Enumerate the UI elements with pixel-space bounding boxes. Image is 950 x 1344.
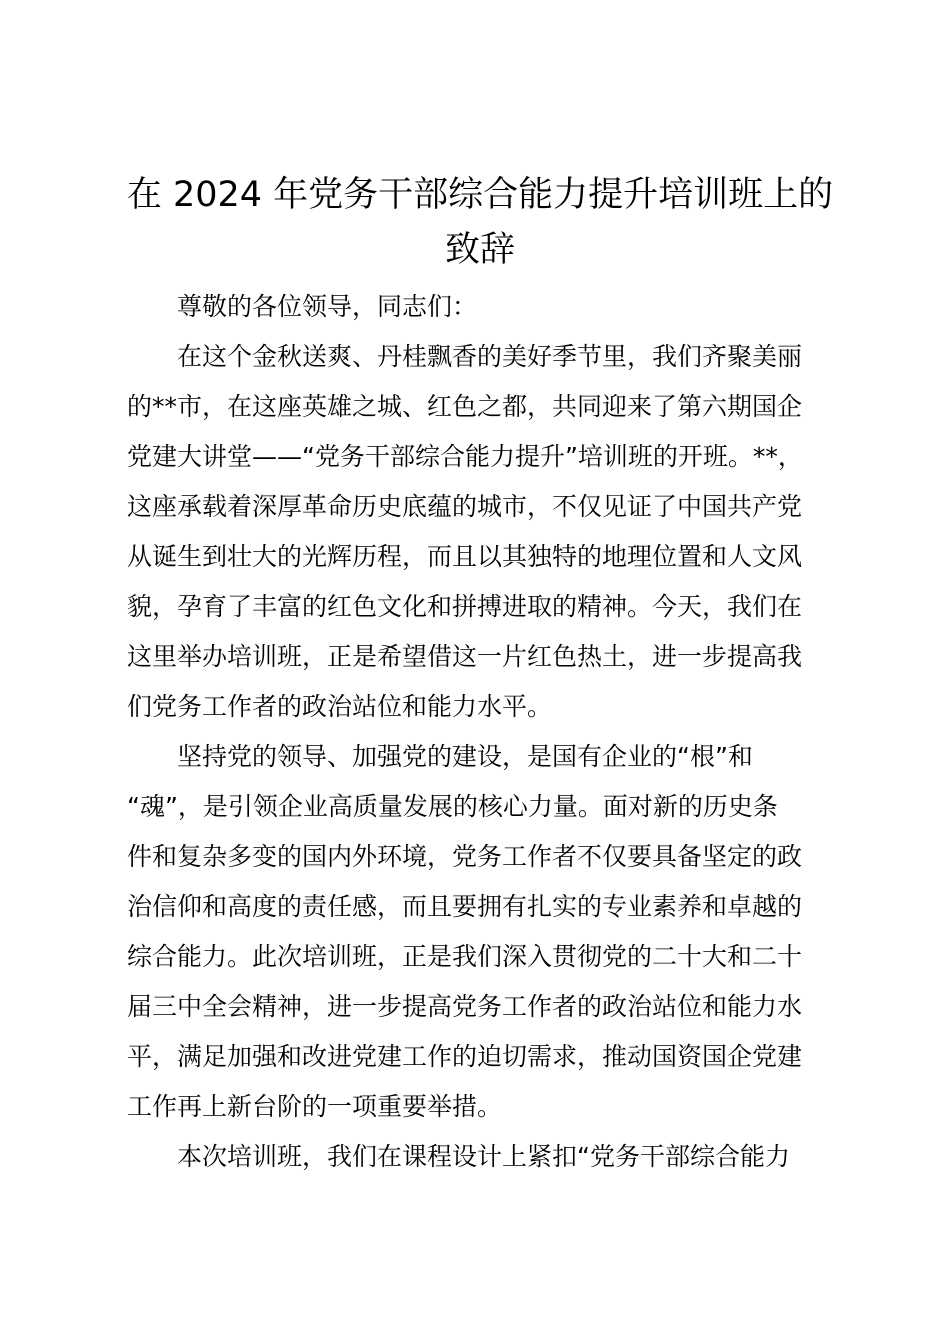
paragraph-line: 综合能力。此次培训班，正是我们深入贯彻党的二十大和二十 xyxy=(127,942,803,971)
paragraph-line: 坚持党的领导、加强党的建设，是国有企业的“根”和 xyxy=(177,742,753,771)
paragraph-line: 这里举办培训班，正是希望借这一片红色热土，进一步提高我 xyxy=(127,642,803,671)
paragraph-line: 的**市，在这座英雄之城、红色之都，共同迎来了第六期国企 xyxy=(127,392,803,421)
title-line: 在 2024 年党务干部综合能力提升培训班上的 xyxy=(126,175,834,215)
paragraph-line: 平，满足加强和改进党建工作的迫切需求，推动国资国企党建 xyxy=(127,1042,803,1071)
paragraph-line: 件和复杂多变的国内外环境，党务工作者不仅要具备坚定的政 xyxy=(127,842,803,871)
paragraph-2 xyxy=(127,732,847,1132)
salutation: 尊敬的各位领导，同志们： xyxy=(177,292,478,321)
document-title xyxy=(120,175,840,288)
paragraph-line: 本次培训班，我们在课程设计上紧扣“党务干部综合能力 xyxy=(177,1142,790,1171)
paragraph-line: 治信仰和高度的责任感，而且要拥有扎实的专业素养和卓越的 xyxy=(127,892,803,921)
paragraph-line: “魂”，是引领企业高质量发展的核心力量。面对新的历史条 xyxy=(127,792,778,821)
paragraph-line: 党建大讲堂——“党务干部综合能力提升”培训班的开班。**， xyxy=(127,442,803,471)
paragraph-line: 这座承载着深厚革命历史底蕴的城市，不仅见证了中国共产党 xyxy=(127,492,803,521)
paragraph-line: 在这个金秋送爽、丹桂飘香的美好季节里，我们齐聚美丽 xyxy=(177,342,803,371)
paragraph-line: 工作再上新台阶的一项重要举措。 xyxy=(127,1092,503,1121)
paragraph-line: 届三中全会精神，进一步提高党务工作者的政治站位和能力水 xyxy=(127,992,803,1021)
document-body xyxy=(127,282,847,1182)
paragraph-line: 貌，孕育了丰富的红色文化和拼搏进取的精神。今天，我们在 xyxy=(127,592,803,621)
paragraph-line: 们党务工作者的政治站位和能力水平。 xyxy=(127,692,553,721)
paragraph-1 xyxy=(127,332,847,732)
title-line: 致辞 xyxy=(444,230,515,270)
paragraph-3 xyxy=(127,1132,847,1182)
paragraph-line: 从诞生到壮大的光辉历程，而且以其独特的地理位置和人文风 xyxy=(127,542,803,571)
